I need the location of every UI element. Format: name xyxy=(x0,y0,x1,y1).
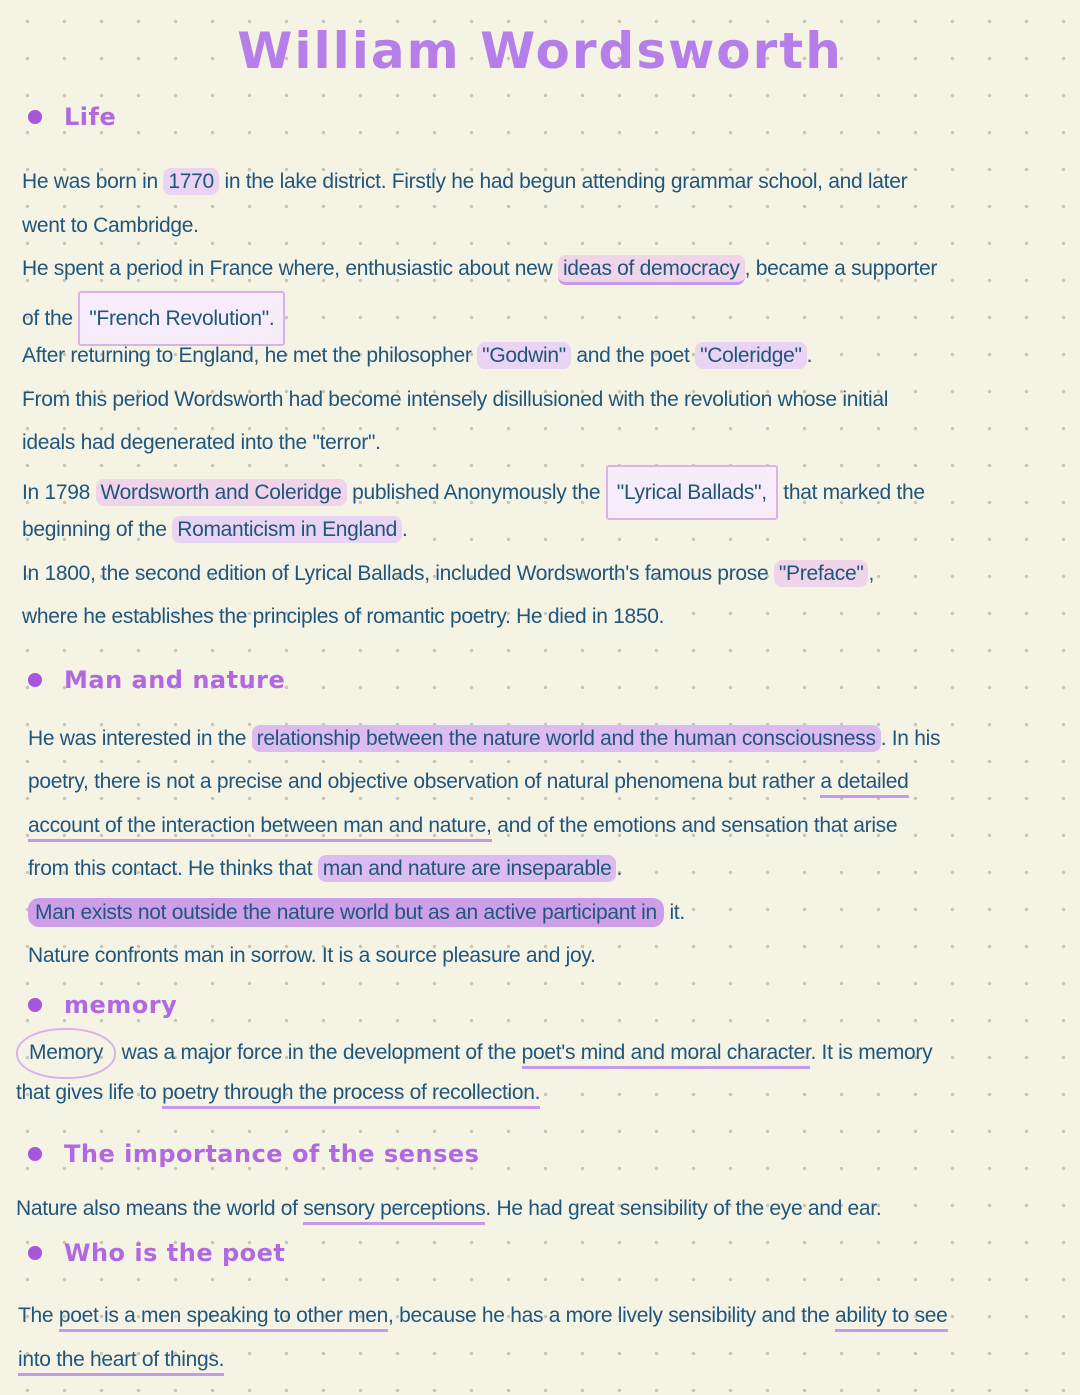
text-segment: . xyxy=(806,344,813,367)
text-segment: Nature confronts man in sorrow. It is a source pleasure and joy. xyxy=(28,944,596,967)
text-segment: , because he has a more lively sensibility and the xyxy=(388,1304,835,1327)
text-segment: published Anonymously the xyxy=(346,480,606,504)
section-man-and-nature xyxy=(0,665,1080,978)
text-line xyxy=(28,847,1080,891)
text-segment: and the poet xyxy=(570,344,696,367)
text-segment: . xyxy=(402,518,408,541)
underlined-text: poetry through the process of recollection. xyxy=(162,1081,540,1109)
text-segment: poetry, there is not a precise and objective observation of natural phenomena but rather xyxy=(28,770,821,793)
text-line xyxy=(22,378,1080,422)
text-line xyxy=(22,595,1080,639)
section-heading-who-is-the-poet xyxy=(28,1238,1080,1268)
text-line xyxy=(22,334,1080,378)
underlined-text: ability to see xyxy=(835,1304,948,1332)
text-line xyxy=(28,717,1080,761)
highlighted-text: 1770 xyxy=(163,168,219,195)
text-line xyxy=(28,804,1080,848)
text-line xyxy=(22,291,1080,335)
text-line xyxy=(28,760,1080,804)
underlined-text: sensory perceptions xyxy=(303,1197,485,1225)
text-line xyxy=(22,421,1080,465)
text-segment: in the lake district. Firstly he had begun attending grammar school, and later xyxy=(218,170,908,193)
text-segment: . He had great sensibility of the eye and ear. xyxy=(485,1196,882,1220)
text-line xyxy=(16,1071,1080,1115)
text-segment: of the xyxy=(22,306,79,330)
section-heading-man-and-nature xyxy=(28,665,1080,695)
text-segment: He was born in xyxy=(22,170,164,193)
bullet-icon xyxy=(28,998,42,1012)
text-line xyxy=(22,508,1080,552)
text-segment: ideals had degenerated into the "terror". xyxy=(22,431,381,454)
text-segment: . xyxy=(616,857,623,880)
text-segment: went to Cambridge. xyxy=(22,213,199,237)
bullet-icon xyxy=(28,673,42,687)
highlighted-text: man and nature are inseparable xyxy=(318,855,617,882)
highlighted-underlined-text: ideas of democracy xyxy=(558,255,745,285)
highlighted-text: relationship between the nature world and the human consciousness xyxy=(252,725,881,752)
life-paragraph xyxy=(22,160,1080,639)
underlined-text: poet is a men speaking to other men xyxy=(59,1304,388,1332)
section-heading-who-is-the-poet-label: Who is the poet xyxy=(64,1239,286,1267)
text-segment: that gives life to xyxy=(16,1081,163,1104)
underlined-text: a detailed xyxy=(820,770,908,798)
highlighted-text: Romanticism in England xyxy=(172,516,402,543)
text-segment: From this period Wordsworth had become intensely disillusioned with the revolution whose initial xyxy=(22,387,889,411)
section-heading-importance-of-senses xyxy=(28,1139,1080,1169)
text-segment: where he establishes the principles of romantic poetry. He died in 1850. xyxy=(22,605,665,628)
section-heading-importance-of-senses-label: The importance of the senses xyxy=(64,1139,480,1168)
highlighted-text: Wordsworth and Coleridge xyxy=(96,479,347,506)
text-line xyxy=(22,204,1080,248)
text-segment: In 1798 xyxy=(22,480,96,504)
text-segment: Nature also means the world of xyxy=(16,1196,304,1220)
page-title: William Wordsworth xyxy=(237,22,843,80)
text-line xyxy=(22,160,1080,204)
text-line xyxy=(18,1294,1080,1338)
boxed-text: "Lyrical Ballads", xyxy=(606,465,778,521)
text-segment: In 1800, the second edition of Lyrical Ballads, included Wordsworth's famous prose xyxy=(22,561,774,585)
section-memory xyxy=(0,990,1080,1115)
highlighted-text: "Preface" xyxy=(774,560,869,587)
text-segment: was a major force in the development of the xyxy=(116,1040,522,1064)
text-segment: , became a supporter xyxy=(744,257,938,280)
section-heading-memory-label: memory xyxy=(64,990,178,1019)
bullet-icon xyxy=(28,110,42,124)
section-importance-of-senses xyxy=(0,1139,1080,1231)
text-segment: beginning of the xyxy=(22,518,173,541)
senses-paragraph xyxy=(16,1187,1080,1231)
highlighted-text: "Coleridge" xyxy=(695,342,807,369)
circled-text: Memory xyxy=(16,1028,116,1080)
section-who-is-the-poet xyxy=(0,1238,1080,1381)
text-line xyxy=(28,891,1080,935)
text-line xyxy=(16,1187,1080,1231)
text-segment: it. xyxy=(663,900,685,924)
text-line xyxy=(18,1338,1080,1382)
underlined-text: into the heart of things. xyxy=(18,1348,224,1376)
underlined-text: account of the interaction between man and nature, xyxy=(28,814,492,842)
man-and-nature-paragraph xyxy=(28,717,1080,978)
text-line xyxy=(22,247,1080,291)
underlined-text: poet's mind and moral character xyxy=(522,1041,811,1069)
text-segment: from this contact. He thinks that xyxy=(28,857,318,880)
text-line xyxy=(28,934,1080,978)
memory-paragraph xyxy=(16,1028,1080,1115)
text-segment: . In his xyxy=(880,726,941,750)
poet-paragraph xyxy=(18,1294,1080,1381)
text-line xyxy=(22,552,1080,596)
highlighted-text: "Godwin" xyxy=(477,342,571,369)
section-heading-life xyxy=(28,102,1080,132)
highlighted-text: Man exists not outside the nature world but as an active participant in xyxy=(28,898,664,927)
text-line xyxy=(16,1028,1080,1072)
section-life xyxy=(0,102,1080,639)
boxed-text: "French Revolution". xyxy=(78,291,285,347)
text-segment: . It is memory xyxy=(810,1040,933,1064)
text-segment: He spent a period in France where, enthusiastic about new xyxy=(22,257,558,280)
text-line xyxy=(22,465,1080,509)
text-segment: , xyxy=(868,561,875,585)
section-heading-life-label: Life xyxy=(64,103,117,131)
text-segment: and of the emotions and sensation that arise xyxy=(491,813,898,837)
bullet-icon xyxy=(28,1246,42,1260)
text-segment: that marked the xyxy=(777,480,925,504)
text-segment: He was interested in the xyxy=(28,726,252,750)
text-segment: The xyxy=(18,1304,59,1327)
text-segment: After returning to England, he met the philosopher xyxy=(22,344,478,367)
section-heading-man-and-nature-label: Man and nature xyxy=(64,665,286,694)
section-heading-memory xyxy=(28,990,1080,1020)
bullet-icon xyxy=(28,1147,42,1161)
